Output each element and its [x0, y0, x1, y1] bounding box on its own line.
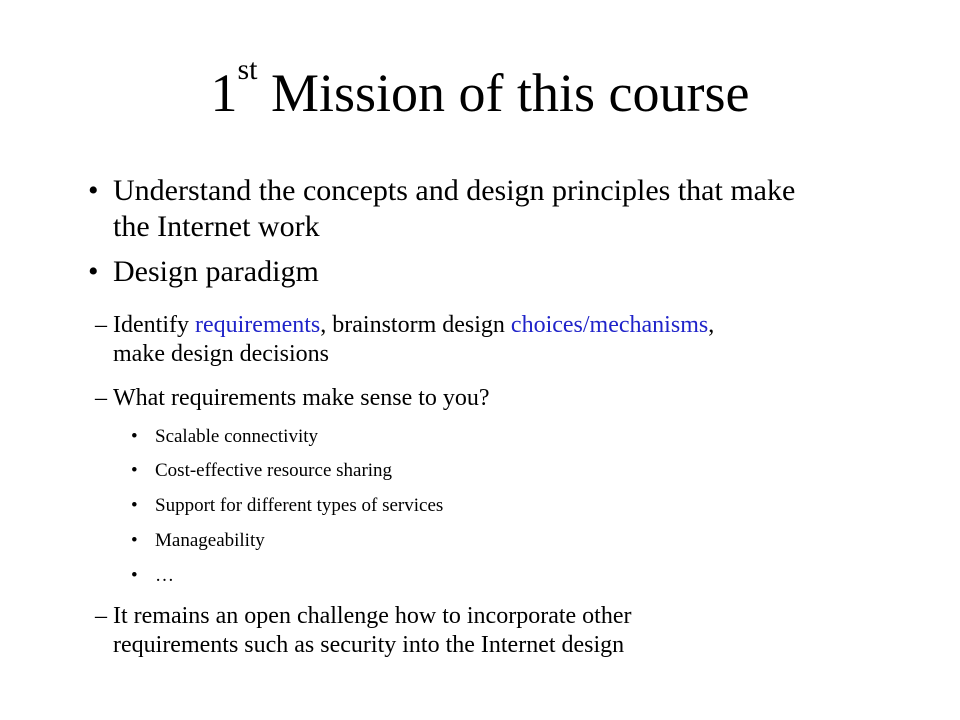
sub-bullet-identify-line-2: make design decisions: [113, 341, 329, 367]
requirement-item: Manageability: [155, 530, 265, 551]
requirement-item: …: [155, 565, 174, 586]
title-ordinal: st: [237, 53, 258, 86]
bullet-2: Design paradigm: [113, 255, 319, 288]
requirement-item: Support for different types of services: [155, 495, 444, 516]
dash-icon: –: [95, 603, 107, 629]
dash-icon: –: [95, 312, 107, 338]
sub-bullet-question: What requirements make sense to you?: [113, 385, 490, 411]
sub-bullet-challenge-line-2: requirements such as security into the Internet design: [113, 632, 625, 658]
bullet-1-line-1: Understand the concepts and design principles that make: [113, 174, 796, 207]
bullet-icon: •: [131, 530, 138, 551]
bullet-icon: •: [88, 174, 99, 207]
title-text: Mission of this course: [257, 63, 750, 123]
bullet-icon: •: [88, 255, 99, 288]
title-number: 1: [210, 63, 238, 123]
sub-bullet-identify: Identify requirements, brainstorm design choices/mechanisms,: [113, 312, 715, 338]
sub-bullet-challenge-line-1: It remains an open challenge how to incorporate other: [113, 603, 632, 629]
requirement-item: Scalable connectivity: [155, 426, 319, 447]
bullet-1-line-2: the Internet work: [113, 210, 320, 243]
bullet-icon: •: [131, 565, 138, 586]
requirement-item: Cost-effective resource sharing: [155, 460, 393, 481]
bullet-icon: •: [131, 495, 138, 516]
dash-icon: –: [95, 385, 107, 411]
bullet-icon: •: [131, 426, 138, 447]
slide-title: [0, 53, 960, 128]
bullet-icon: •: [131, 460, 138, 481]
highlight-choices: choices/mechanisms: [510, 312, 709, 338]
highlight-requirements: requirements: [194, 312, 321, 338]
